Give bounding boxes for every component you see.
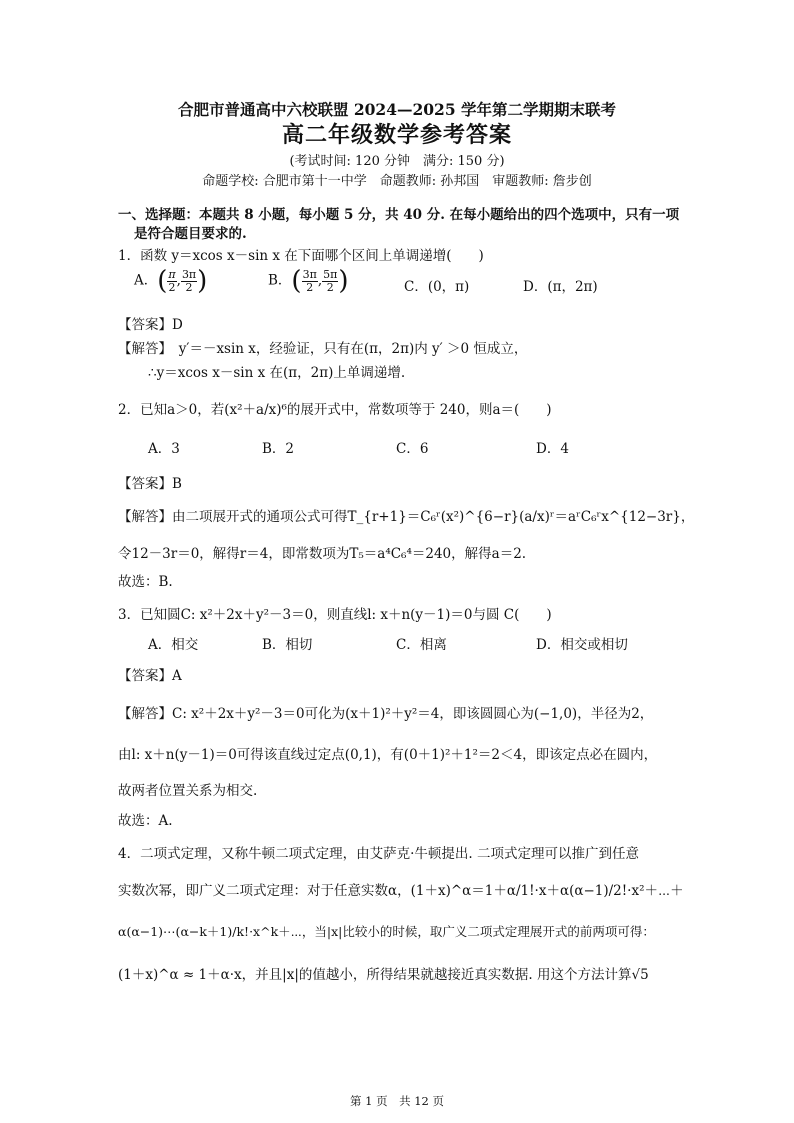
q1-option-b-label: B． xyxy=(268,272,292,289)
q3-answer: 【答案】A xyxy=(118,668,182,684)
staff-info: 命题学校: 合肥市第十一中学 命题教师: 孙邦国 审题教师: 詹步创 xyxy=(202,174,592,189)
q1-option-a: A．( $\frac{\pi}{2}$ , $\frac{3\pi}{2}$ ) xyxy=(134,266,208,296)
q1-a-den1: 2 xyxy=(168,280,176,294)
q2-choice: 故选：B. xyxy=(118,574,173,590)
q3-option-a: A．相交 xyxy=(148,637,199,653)
q4-line-2: 实数次幂，即广义二项式定理：对于任意实数α，(1＋x)^α＝1＋α/1!·x＋α(α−1)/2!·x²＋⋯＋ xyxy=(118,883,684,899)
q3-stem: 3．已知圆C: x²＋2x＋y²－3＝0，则直线l: x＋n(y－1)＝0与圆 C( ) xyxy=(118,607,552,623)
q2-option-c: C．6 xyxy=(396,441,429,457)
q1-answer: 【答案】D xyxy=(118,317,183,333)
q1-a-den2: 2 xyxy=(185,280,193,294)
q1-b-den1: 2 xyxy=(306,280,314,294)
q2-explanation-2: 令12－3r＝0，解得r＝4，即常数项为T₅＝a⁴C₆⁴＝240，解得a＝2. xyxy=(118,546,527,562)
q1-explanation-1: 【解答】 y′＝－xsin x，经验证，只有在(π，2π)内 y′ ＞0 恒成立， xyxy=(118,341,528,357)
q2-option-a: A．3 xyxy=(148,441,180,457)
q2-explanation-1: 【解答】由二项展开式的通项公式可得T_{r+1}＝C₆ʳ(x²)^{6−r}(a/x)ʳ＝aʳC₆ʳx^{12−3r}， xyxy=(118,509,695,525)
page-footer: 第 1 页 共 12 页 xyxy=(349,1094,445,1108)
q1-a-num2: 3π xyxy=(181,267,197,281)
q3-explanation-1: 【解答】C: x²＋2x＋y²－3＝0可化为(x＋1)²＋y²＝4，即该圆圆心为(−1,0)，半径为2， xyxy=(118,706,654,722)
q3-choice: 故选：A. xyxy=(118,813,173,829)
q2-option-d: D．4 xyxy=(536,441,569,457)
section1-heading-cont: 是符合题目要求的. xyxy=(134,226,247,242)
answer-key-title: 高二年级数学参考答案 xyxy=(281,122,512,148)
q2-answer: 【答案】B xyxy=(118,476,182,492)
q1-option-d: D．(π，2π) xyxy=(523,279,598,295)
q1-option-a-label: A． xyxy=(134,272,158,289)
q3-option-d: D．相交或相切 xyxy=(536,637,628,653)
q1-a-num1: π xyxy=(168,267,176,281)
q3-explanation-2: 由l: x＋n(y－1)＝0可得该直线过定点(0,1)，有(0＋1)²＋1²＝2＜4，即该定点必在圆内， xyxy=(118,747,658,763)
q4-line-1: 4．二项式定理，又称牛顿二项式定理，由艾萨克·牛顿提出. 二项式定理可以推广到任意 xyxy=(118,846,639,862)
q1-b-num1: 3π xyxy=(302,267,317,281)
q1-option-b: B．( $\frac{3\pi}{2}$ , $\frac{5\pi}{2}$ ) xyxy=(268,266,349,296)
q1-option-c: C．(0，π) xyxy=(404,279,470,295)
q4-line-4: (1＋x)^α ≈ 1＋α·x，并且|x|的值越小，所得结果就越接近真实数据. 用这个方法计算√5 xyxy=(118,967,649,983)
q3-option-c: C．相离 xyxy=(396,637,447,653)
q1-stem: 1．函数 y＝xcos x－sin x 在下面哪个区间上单调递增( ) xyxy=(118,248,484,264)
q1-explanation-2: ∴y＝xcos x－sin x 在(π，2π)上单调递增. xyxy=(148,365,406,381)
exam-info: (考试时间: 120 分钟 满分: 150 分) xyxy=(289,154,505,169)
exam-title: 合肥市普通高中六校联盟 2024—2025 学年第二学期期末联考 xyxy=(177,100,617,119)
q2-stem: 2．已知a＞0，若(x²＋a/x)⁶的展开式中，常数项等于 240，则a＝( ) xyxy=(118,402,552,418)
section1-heading: 一、选择题：本题共 8 小题，每小题 5 分，共 40 分. 在每小题给出的四个选项中，只有一项 xyxy=(118,207,680,223)
q1-b-num2: 5π xyxy=(323,267,338,281)
q4-line-3: α(α−1)⋯(α−k＋1)/k!·x^k＋⋯，当|x|比较小的时候，取广义二项式定理展开式的前两项可得： xyxy=(118,924,655,939)
q2-option-b: B．2 xyxy=(262,441,295,457)
q3-explanation-3: 故两者位置关系为相交. xyxy=(118,783,258,799)
q1-b-den2: 2 xyxy=(326,280,334,294)
q3-option-b: B．相切 xyxy=(262,637,313,653)
